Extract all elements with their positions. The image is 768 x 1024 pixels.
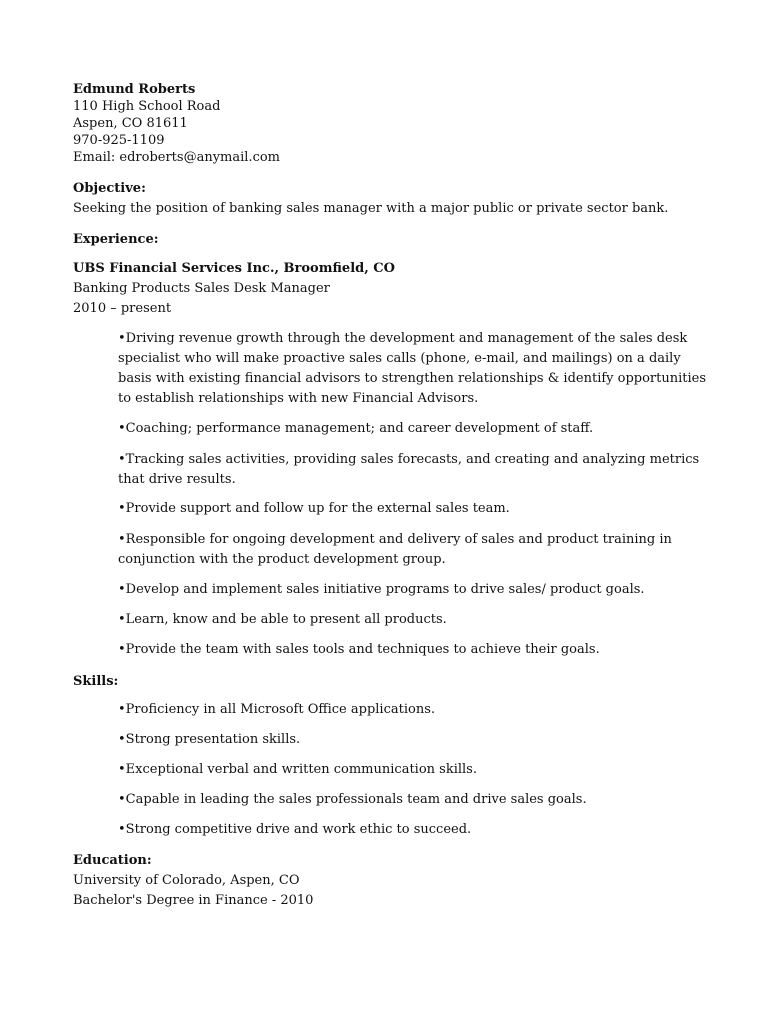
degree-line: Bachelor's Degree in Finance - 2010 <box>73 893 314 908</box>
list-item-text: Driving revenue growth through the development and management of the sales desk specialist who will make proactive sales calls (phone, e-mail, and mailings) on a daily basis with existing financial advisors to strengthen relationships & identify opportunities to establish relationships with new Financial Advisors. <box>118 331 707 406</box>
list-item <box>118 329 708 409</box>
list-item-text: Responsible for ongoing development and delivery of sales and product training in conjunction with the product development group. <box>118 532 672 567</box>
list-item-text: Learn, know and be able to present all products. <box>125 612 447 627</box>
list-item <box>118 419 708 439</box>
bullet-icon: • <box>118 421 126 436</box>
list-item <box>118 580 708 600</box>
list-item-text: Provide support and follow up for the external sales team. <box>125 501 510 516</box>
list-item <box>118 610 708 630</box>
list-item <box>118 820 708 840</box>
bullet-icon: • <box>118 762 126 777</box>
email-line: Email: edroberts@anymail.com <box>73 150 281 165</box>
bullet-icon: • <box>118 792 126 807</box>
list-item <box>118 640 708 660</box>
bullet-icon: • <box>118 702 126 717</box>
list-item <box>118 730 708 750</box>
school-line: University of Colorado, Aspen, CO <box>73 873 300 888</box>
bullet-icon: • <box>118 501 126 516</box>
skills-heading: Skills: <box>73 674 119 689</box>
list-item-text: Tracking sales activities, providing sales forecasts, and creating and analyzing metrics that drive results. <box>118 452 700 487</box>
list-item-text: Exceptional verbal and written communication skills. <box>125 762 477 777</box>
company-line: UBS Financial Services Inc., Broomfield, CO <box>73 261 395 276</box>
bullet-icon: • <box>118 642 126 657</box>
address-line: 110 High School Road <box>73 99 221 114</box>
candidate-name: Edmund Roberts <box>73 82 196 97</box>
list-item <box>118 700 708 720</box>
bullet-icon: • <box>118 331 126 346</box>
contact-block <box>73 81 280 166</box>
job-title-line: Banking Products Sales Desk Manager <box>73 281 330 296</box>
bullet-icon: • <box>118 612 126 627</box>
list-item <box>118 450 708 490</box>
list-item-text: Strong competitive drive and work ethic to succeed. <box>125 822 472 837</box>
list-item-text: Develop and implement sales initiative programs to drive sales/ product goals. <box>125 582 645 597</box>
bullet-icon: • <box>118 452 126 467</box>
list-item-text: Provide the team with sales tools and techniques to achieve their goals. <box>125 642 600 657</box>
list-item <box>118 790 708 810</box>
phone-line: 970-925-1109 <box>73 133 165 148</box>
bullet-icon: • <box>118 532 126 547</box>
list-item-text: Strong presentation skills. <box>125 732 301 747</box>
bullet-icon: • <box>118 732 126 747</box>
experience-heading: Experience: <box>73 232 159 247</box>
education-heading: Education: <box>73 853 152 868</box>
job-dates-line: 2010 – present <box>73 301 172 316</box>
list-item <box>118 760 708 780</box>
list-item-text: Proficiency in all Microsoft Office applications. <box>125 702 435 717</box>
list-item-text: Capable in leading the sales professionals team and drive sales goals. <box>125 792 587 807</box>
bullet-icon: • <box>118 822 126 837</box>
list-item <box>118 530 708 570</box>
list-item-text: Coaching; performance management; and career development of staff. <box>125 421 594 436</box>
city-line: Aspen, CO 81611 <box>73 116 188 131</box>
objective-heading: Objective: <box>73 181 146 196</box>
objective-text: Seeking the position of banking sales manager with a major public or private sector bank. <box>73 201 669 216</box>
bullet-icon: • <box>118 582 126 597</box>
list-item <box>118 499 708 519</box>
